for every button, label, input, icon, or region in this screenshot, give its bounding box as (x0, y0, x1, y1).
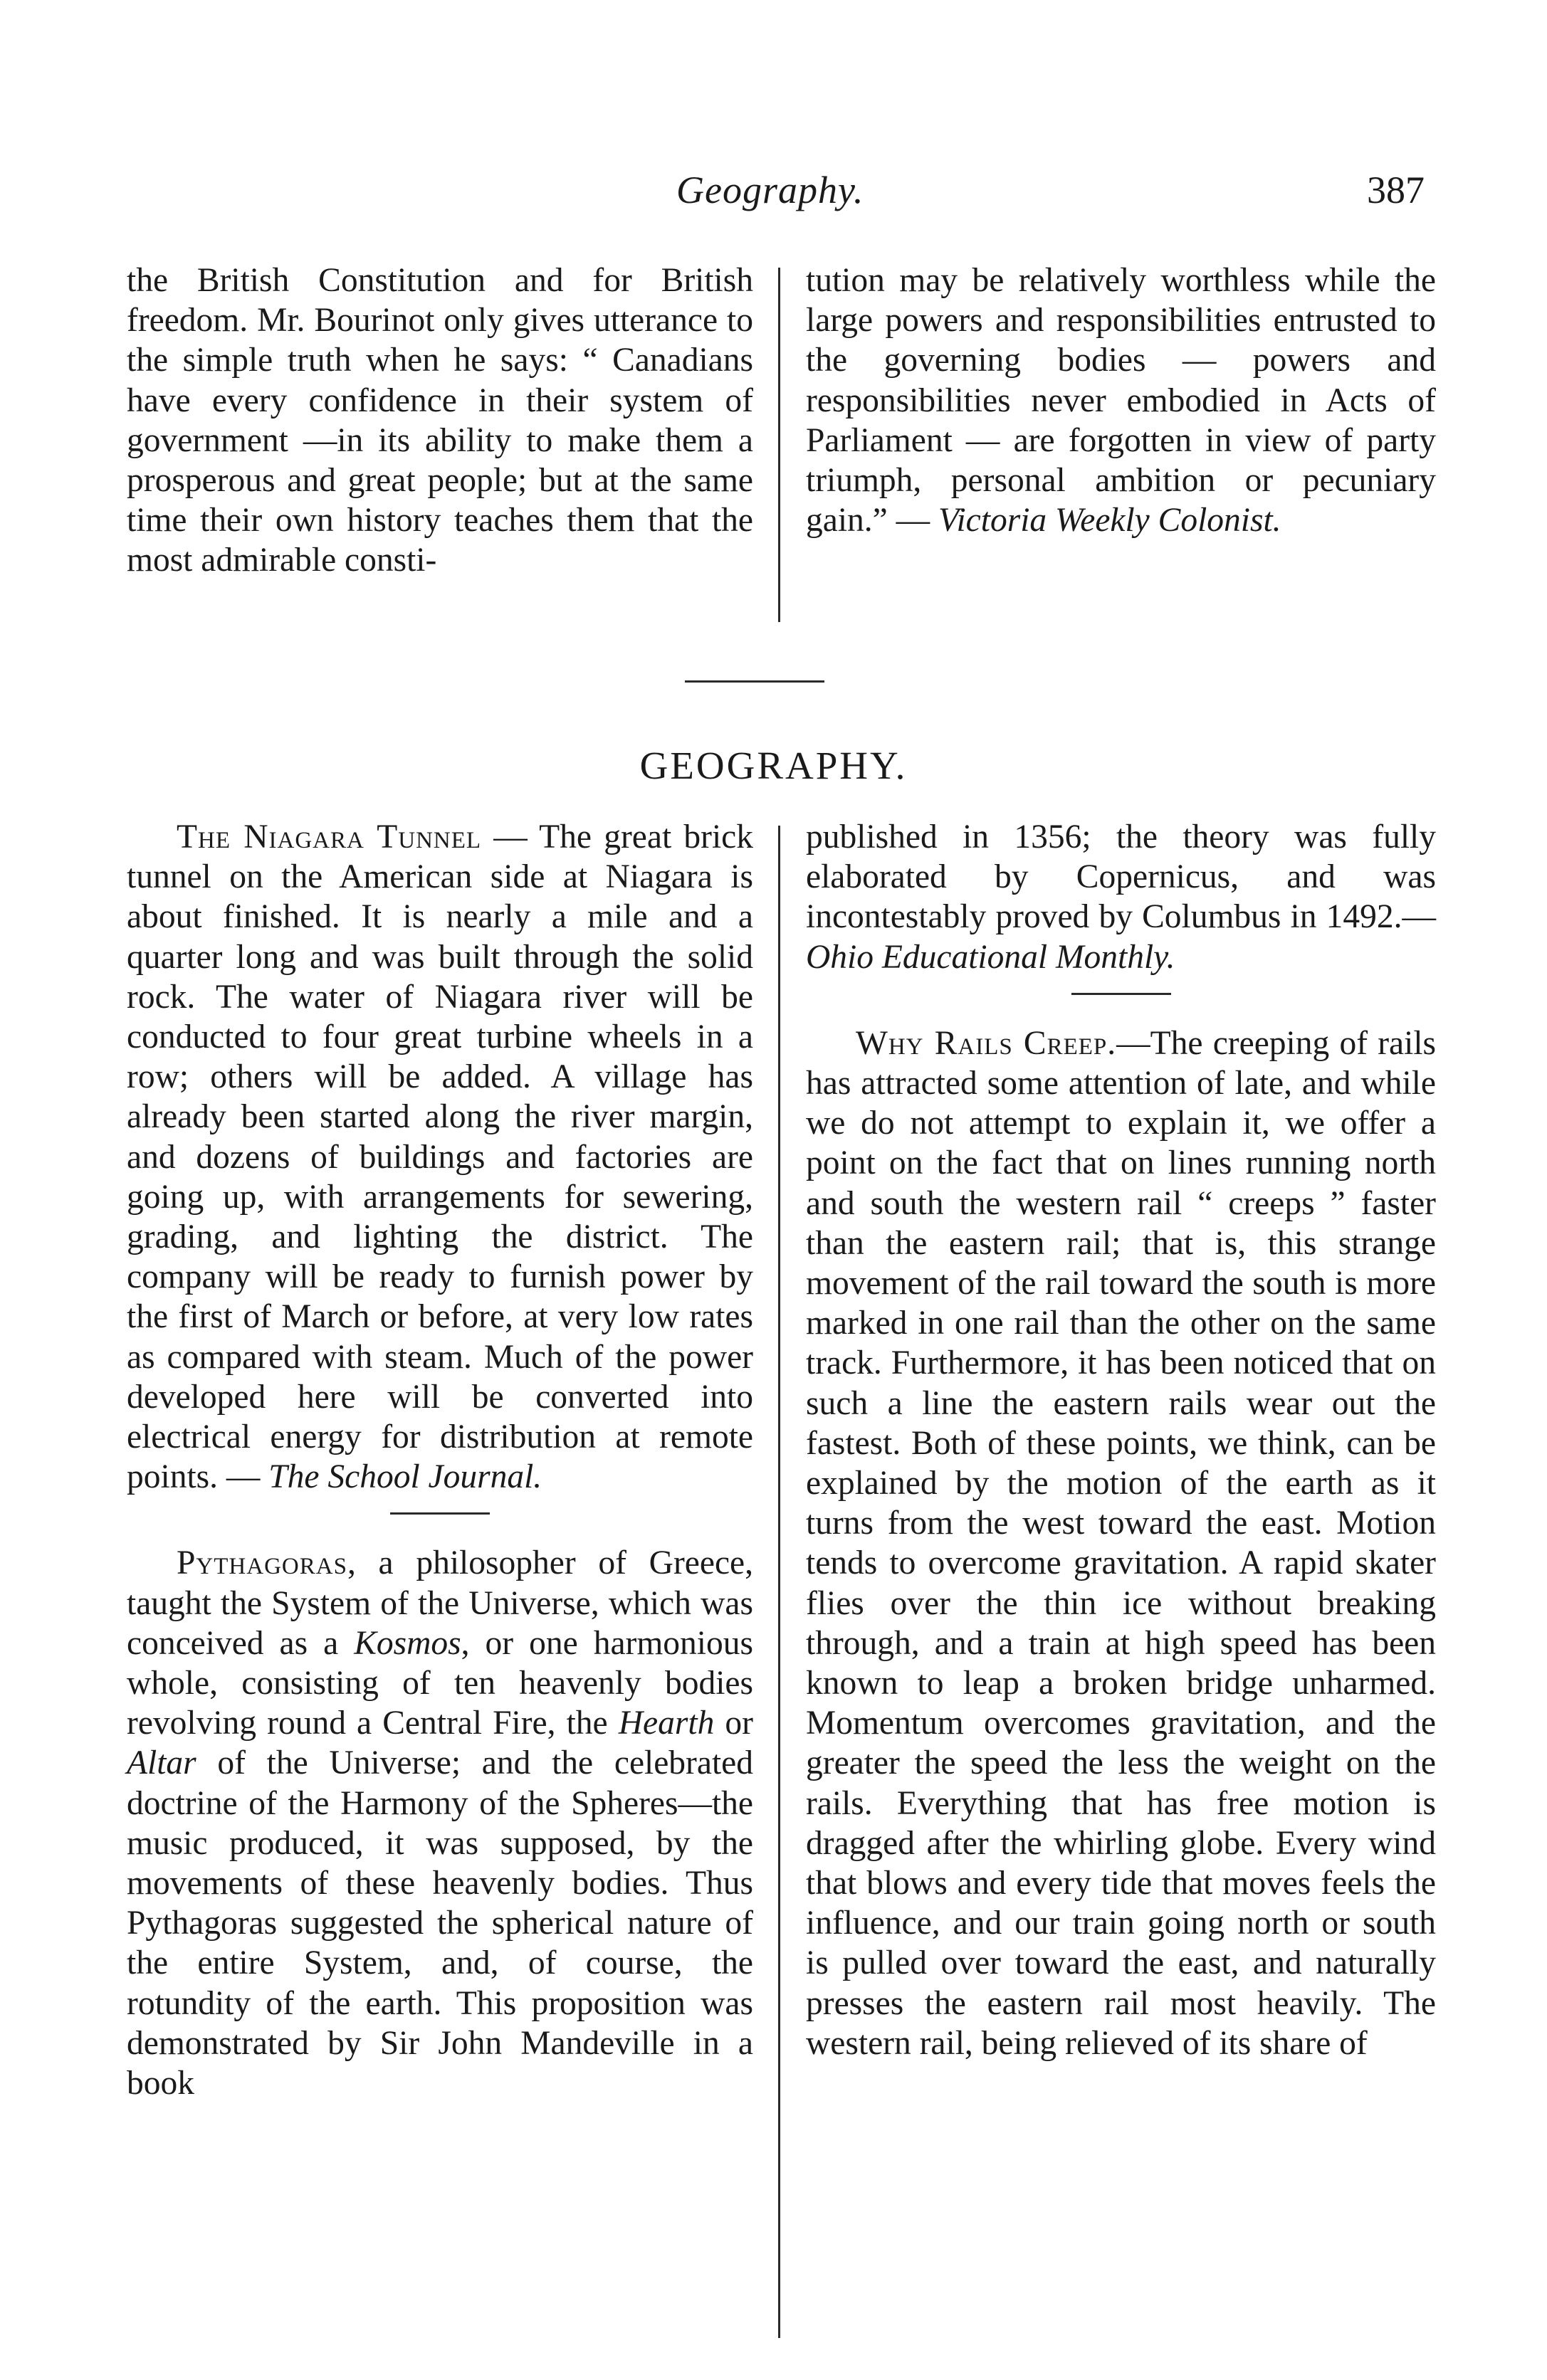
rails-title: Why Rails Creep. (856, 1024, 1117, 1062)
niagara-title: The Niagara Tunnel (177, 818, 482, 855)
pythagoras-continued (806, 817, 1436, 977)
running-title: Geography. (676, 169, 864, 211)
continued-paragraph-right (806, 260, 1436, 540)
pythagoras-article (127, 1543, 753, 2103)
continued-text-right (806, 260, 1436, 540)
page-number: 387 (1367, 169, 1425, 211)
pythagoras-text-1: , a philosopher of Greece, taught the System of the Universe, which was conceived as a (127, 1544, 753, 1662)
section-heading: GEOGRAPHY. (639, 744, 908, 787)
rails-article (806, 1023, 1436, 2063)
pythagoras-term-altar: Altar (127, 1744, 196, 1782)
left-column (127, 817, 753, 2103)
continued-text: tution may be relatively worthless while the large powers and responsibilities entrusted to the governing bodies — powers and responsibilities never embodied in Acts of Parliament — are forgotten in view of party triumph, personal ambition or pecuniary gain.” — (806, 262, 1436, 539)
continued-text-left (127, 260, 753, 581)
rails-body: —The creeping of rails has attracted some attention of late, and while we do not attempt to explain it, we offer a point on the fact that on lines running north and south the western rail “ creeps ” faster than the eastern rail; that is, this strange movement of the rail toward the south is more marked in one rail than the other on the same track. Furthermore, it has been noticed that on such a line the eastern rails wear out the fastest. Both of these points, we think, can be explained by the motion of the earth as it turns from the west toward the east. Motion tends to overcome gravitation. A rapid skater flies over the thin ice without breaking through, and a train at high speed has been known to leap a broken bridge unharmed. Momentum overcomes gravitation, and the greater the speed the less the weight on the rails. Everything that has free motion is dragged after the whirling globe. Every wind that blows and every tide that moves feels the influence, and our train going north or south is pulled over toward the east, and naturally presses the eastern rail most heavily. The western rail, being relieved of its share of (806, 1024, 1436, 2062)
section-divider (685, 680, 824, 683)
right-column (806, 817, 1436, 2063)
niagara-body: — The great brick tunnel on the American side at Niagara is about finished. It is nearly a mile and a quarter long and was built through the solid rock. The water of Niagara river will be conducted to four great turbine wheels in a row; others will be added. A village has already been started along the river margin, and dozens of buildings and factories are going up, with arrangements for sewering, grading, and lighting the district. The company will be ready to furnish power by the first of March or before, at very low rates as compared with steam. Much of the power developed here will be converted into electrical energy for distribution at remote points. — (127, 818, 753, 1496)
pythagoras-text-2: , or one harmonious whole, consisting of ten heavenly bodies revolving round a Central Fire, the (127, 1624, 753, 1742)
pythagoras-continued-text: published in 1356; the theory was fully elaborated by Copernicus, and was incontestably proved by Columbus in 1492.— (806, 818, 1436, 936)
continued-paragraph-left: the British Constitution and for British freedom. Mr. Bourinot only gives utterance to the simple truth when he says: “ Canadians have every confidence in their system of government —in its ability to make them a prosperous and great people; but at the same time their own history teaches them that the most admirable consti- (127, 262, 753, 579)
article-separator (1071, 993, 1171, 995)
pythagoras-lead: Pythagoras (177, 1544, 347, 1582)
niagara-article (127, 817, 753, 1497)
column-rule-top (778, 268, 780, 622)
pythagoras-text-3: or (714, 1705, 753, 1742)
pythagoras-term-kosmos: Kosmos (354, 1624, 461, 1662)
article-separator (390, 1512, 490, 1515)
pythagoras-term-hearth: Hearth (618, 1705, 715, 1742)
pythagoras-text-4: of the Universe; and the celebrated doctrine of the Harmony of the Spheres—the music produced, it was supposed, by the movements of these heavenly bodies. Thus Pythagoras suggested the spherical nature of the entire System, and, of course, the rotundity of the earth. This proposition was demonstrated by Sir John Mandeville in a book (127, 1744, 753, 2102)
niagara-source: The School Journal. (268, 1458, 542, 1496)
page-header (0, 168, 1547, 225)
continued-source: Victoria Weekly Colonist. (938, 502, 1281, 539)
column-rule-bottom (778, 826, 780, 2338)
pythagoras-source: Ohio Educational Monthly. (806, 938, 1175, 976)
